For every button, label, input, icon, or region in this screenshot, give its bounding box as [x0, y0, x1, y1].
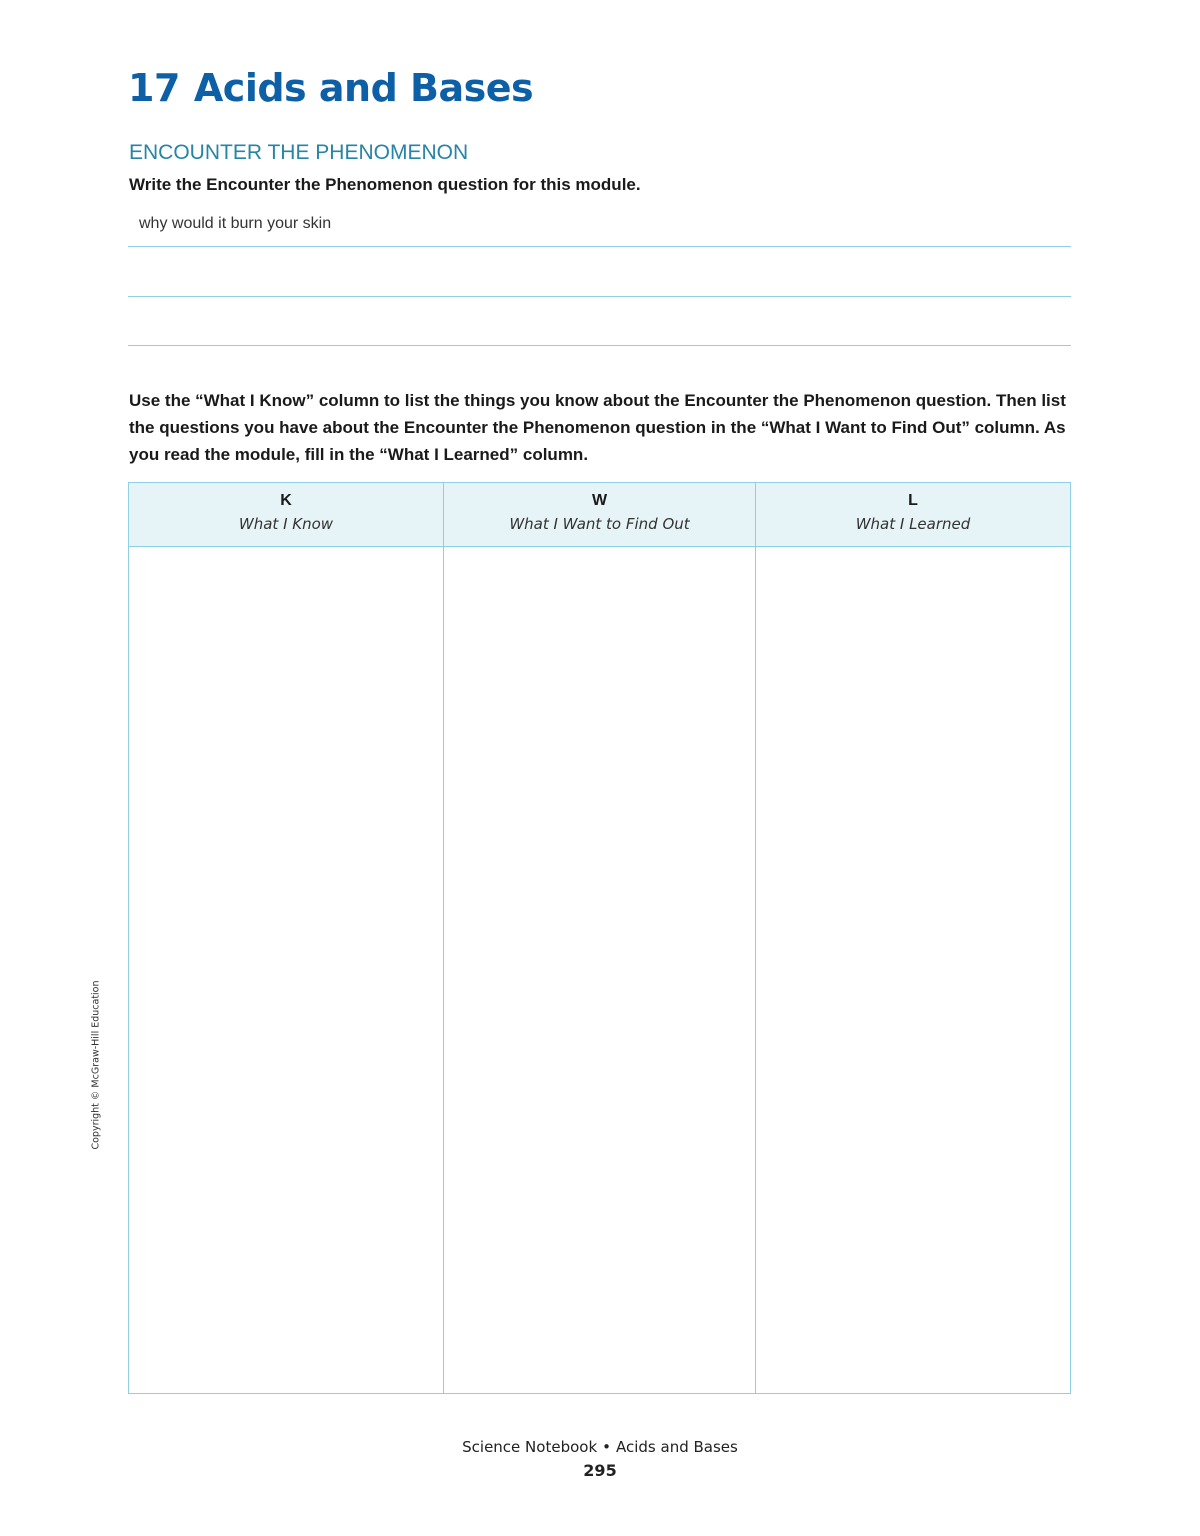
kwl-letter-w: W: [591, 492, 608, 509]
kwl-cell-learned[interactable]: [756, 547, 1070, 1393]
copyright-notice: Copyright © McGraw-Hill Education: [90, 980, 102, 1150]
section-heading: ENCOUNTER THE PHENOMENON: [129, 141, 469, 164]
module-title: Acids and Bases: [193, 66, 534, 110]
answer-line-2[interactable]: [128, 296, 1071, 297]
answer-text[interactable]: why would it burn your skin: [139, 215, 332, 232]
page-title: [128, 66, 533, 110]
kwl-letter-k: K: [280, 492, 292, 509]
kwl-table: [128, 482, 1071, 1394]
kwl-letter-l: L: [908, 492, 918, 509]
answer-line-1[interactable]: [128, 246, 1071, 247]
kwl-cell-know[interactable]: [129, 547, 444, 1393]
kwl-header-k: [129, 483, 444, 547]
kwl-label-k: What I Know: [238, 515, 334, 533]
instructions-text: Use the “What I Know” column to list the things you know about the Encounter the Phenomenon question. Then list the questions you have about the Encounter the Phenomenon question in the “What I Want to Find Out” column. As you read the module, fill in the “What I Learned” column.: [129, 391, 1066, 464]
page-footer: [0, 1438, 1200, 1456]
kwl-label-w: What I Want to Find Out: [509, 515, 690, 533]
kwl-cell-want[interactable]: [444, 547, 756, 1393]
page-number: 295: [583, 1461, 617, 1480]
kwl-label-l: What I Learned: [855, 515, 971, 533]
answer-line-3[interactable]: [128, 345, 1071, 346]
footer-book: Science Notebook: [462, 1438, 598, 1456]
kwl-header-w: [444, 483, 756, 547]
encounter-prompt: Write the Encounter the Phenomenon question for this module.: [129, 175, 641, 194]
kwl-header-l: [756, 483, 1070, 547]
footer-separator: •: [602, 1438, 611, 1456]
module-number: 17: [128, 66, 180, 110]
footer-chapter: Acids and Bases: [616, 1438, 738, 1456]
